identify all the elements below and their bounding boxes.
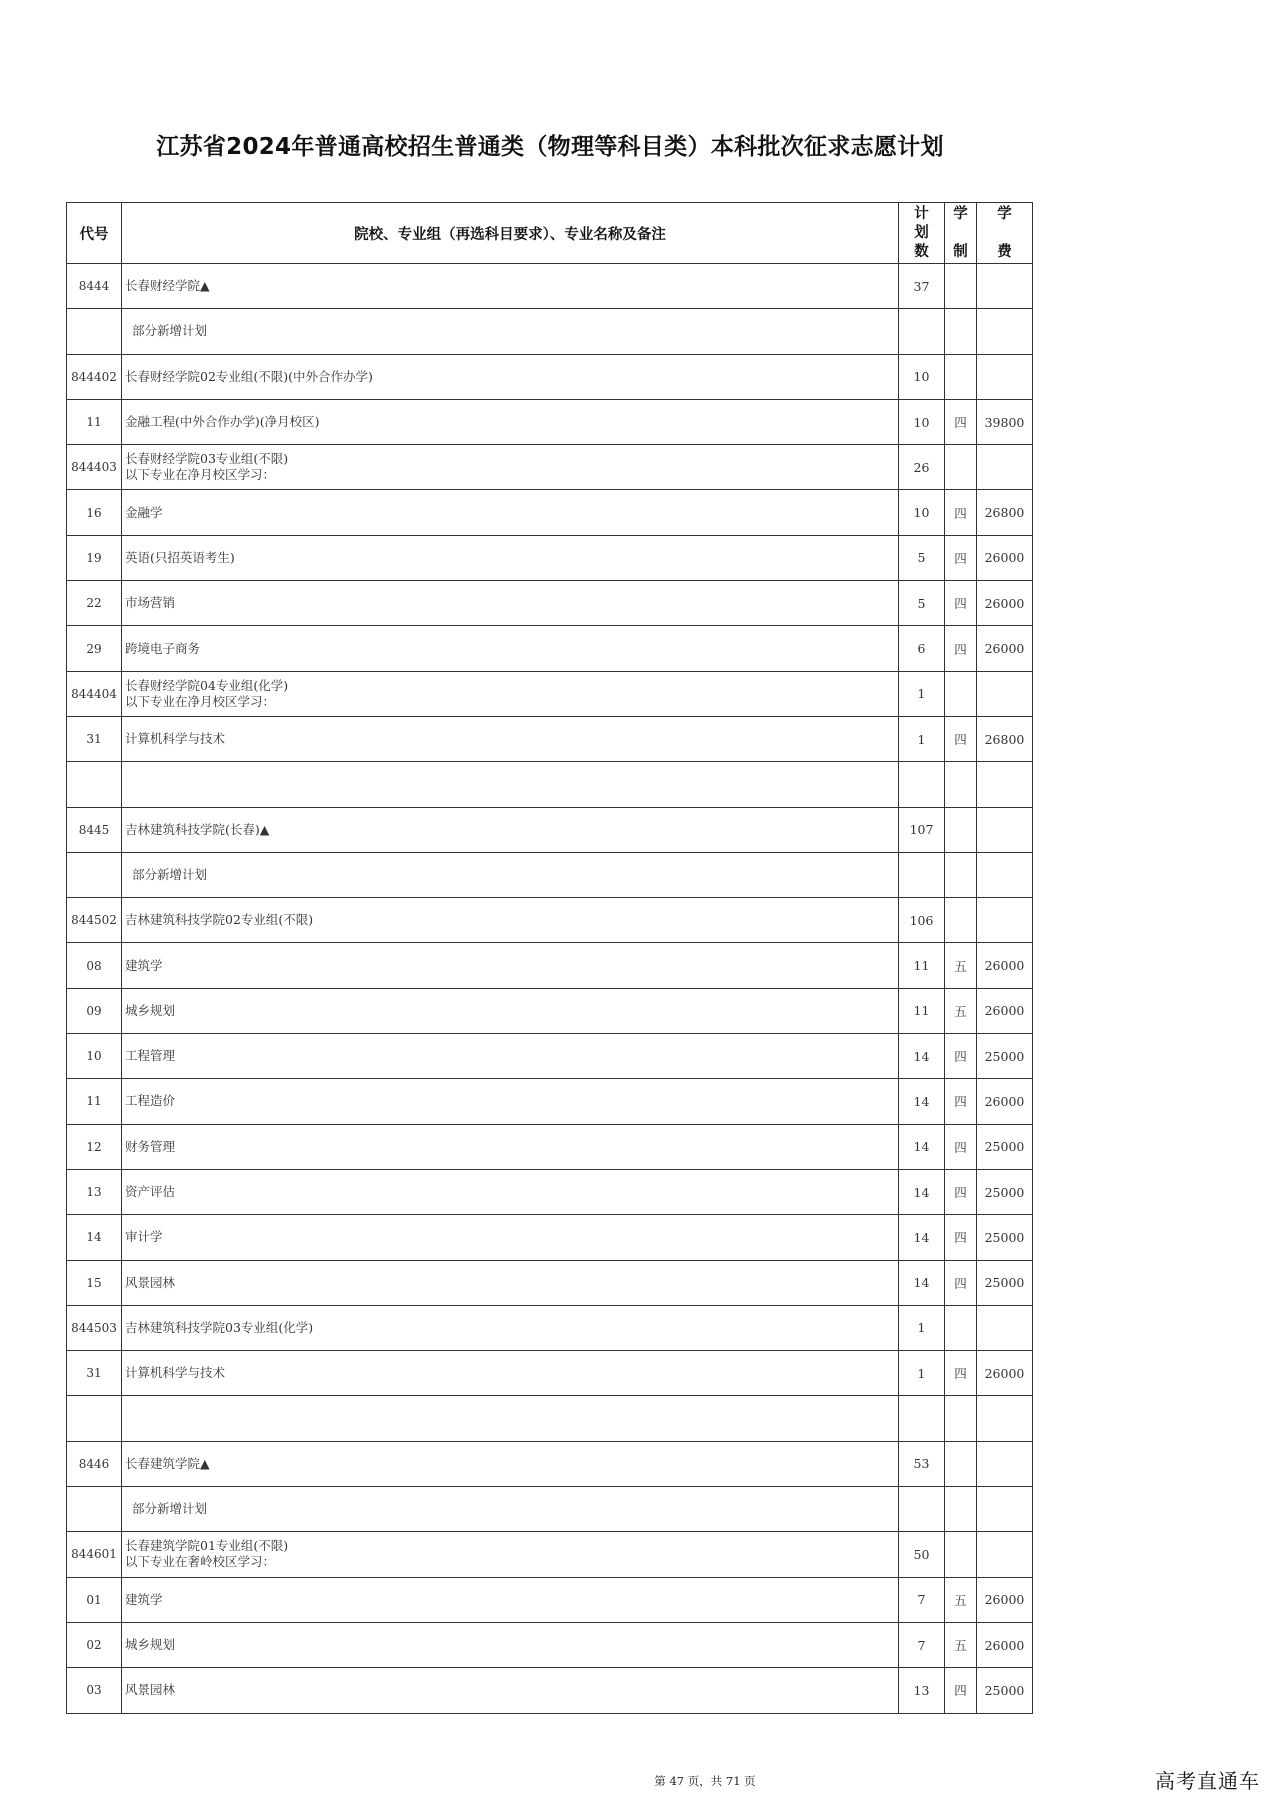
row-fee: 26800 [977, 716, 1033, 761]
row-fee: 26000 [977, 626, 1033, 671]
row-code: 844404 [67, 671, 122, 716]
row-duration: 四 [945, 399, 977, 444]
row-plan: 106 [899, 898, 945, 943]
row-duration: 四 [945, 1169, 977, 1214]
row-code: 01 [67, 1577, 122, 1622]
header-duration-char: 学 [953, 205, 968, 222]
row-fee: 39800 [977, 399, 1033, 444]
row-name-text: 部分新增计划 [132, 1501, 208, 1517]
row-plan: 37 [899, 264, 945, 309]
row-code: 31 [67, 716, 122, 761]
row-name-text: 金融学 [125, 504, 163, 520]
row-name [122, 1305, 899, 1350]
row-code: 11 [67, 399, 122, 444]
row-plan: 6 [899, 626, 945, 671]
row-fee [977, 762, 1033, 807]
row-fee [977, 1487, 1033, 1532]
row-code: 8445 [67, 807, 122, 852]
row-fee [977, 807, 1033, 852]
row-name [122, 1396, 899, 1441]
row-name-text: 工程造价 [125, 1093, 176, 1109]
row-code: 844503 [67, 1305, 122, 1350]
table-row [67, 626, 1033, 671]
row-name-text: 英语(只招英语考生) [125, 549, 235, 565]
row-code: 844502 [67, 898, 122, 943]
row-code [67, 762, 122, 807]
row-fee: 25000 [977, 1124, 1033, 1169]
row-fee: 26800 [977, 490, 1033, 535]
table-header-row [67, 203, 1033, 264]
row-duration: 四 [945, 490, 977, 535]
table-row [67, 943, 1033, 988]
row-note-text: 以下专业在净月校区学习： [125, 467, 276, 483]
row-name-text: 跨境电子商务 [125, 640, 201, 656]
row-duration [945, 1305, 977, 1350]
table-body [67, 264, 1033, 1714]
row-plan [899, 762, 945, 807]
table-row [67, 399, 1033, 444]
header-duration-char: 制 [953, 243, 968, 260]
row-code: 29 [67, 626, 122, 671]
table-row [67, 1622, 1033, 1667]
row-duration [945, 1441, 977, 1486]
row-plan: 10 [899, 490, 945, 535]
table-row [67, 1441, 1033, 1486]
header-plan-char: 数 [914, 243, 929, 260]
table-row [67, 1396, 1033, 1441]
row-plan: 107 [899, 807, 945, 852]
row-plan [899, 852, 945, 897]
table-row [67, 1079, 1033, 1124]
table-row [67, 898, 1033, 943]
row-code: 10 [67, 1034, 122, 1079]
row-name [122, 1487, 899, 1532]
row-name [122, 852, 899, 897]
row-duration [945, 309, 977, 354]
row-duration: 四 [945, 1668, 977, 1713]
row-code: 14 [67, 1215, 122, 1260]
row-duration [945, 807, 977, 852]
table-row [67, 264, 1033, 309]
row-code: 8446 [67, 1441, 122, 1486]
row-code: 22 [67, 581, 122, 626]
row-duration [945, 1487, 977, 1532]
row-code: 844403 [67, 445, 122, 490]
row-name [122, 626, 899, 671]
row-duration [945, 898, 977, 943]
row-name [122, 1622, 899, 1667]
row-name [122, 309, 899, 354]
row-duration [945, 1396, 977, 1441]
table-row [67, 807, 1033, 852]
row-name-text: 建筑学 [125, 1591, 163, 1607]
row-fee: 25000 [977, 1260, 1033, 1305]
row-name [122, 1441, 899, 1486]
row-name [122, 988, 899, 1033]
row-duration [945, 264, 977, 309]
row-plan: 14 [899, 1079, 945, 1124]
table-row [67, 581, 1033, 626]
row-name-text: 市场营销 [125, 595, 176, 611]
row-name-text: 城乡规划 [125, 1002, 176, 1018]
row-name [122, 898, 899, 943]
row-name-text: 部分新增计划 [132, 323, 208, 339]
row-code: 15 [67, 1260, 122, 1305]
row-duration: 四 [945, 1351, 977, 1396]
table-row [67, 354, 1033, 399]
row-name [122, 354, 899, 399]
row-fee: 25000 [977, 1169, 1033, 1214]
row-name-text: 吉林建筑科技学院(长春)▲ [125, 821, 270, 837]
table-row [67, 988, 1033, 1033]
row-plan: 14 [899, 1169, 945, 1214]
row-code: 09 [67, 988, 122, 1033]
row-plan: 1 [899, 716, 945, 761]
row-code: 8444 [67, 264, 122, 309]
row-fee [977, 309, 1033, 354]
row-fee [977, 264, 1033, 309]
table-row [67, 1034, 1033, 1079]
header-fee [977, 203, 1033, 264]
row-fee: 26000 [977, 1622, 1033, 1667]
header-duration [945, 203, 977, 264]
table-row [67, 1351, 1033, 1396]
row-plan: 11 [899, 988, 945, 1033]
row-name [122, 581, 899, 626]
row-duration: 四 [945, 581, 977, 626]
row-name [122, 671, 899, 716]
row-name [122, 1351, 899, 1396]
header-name: 院校、专业组（再选科目要求）、专业名称及备注 [122, 203, 899, 264]
row-name [122, 1079, 899, 1124]
row-duration: 四 [945, 1260, 977, 1305]
table-row [67, 445, 1033, 490]
row-plan: 7 [899, 1622, 945, 1667]
row-code [67, 1396, 122, 1441]
row-name-text: 工程管理 [125, 1048, 176, 1064]
row-plan: 14 [899, 1260, 945, 1305]
row-name-text: 长春建筑学院▲ [125, 1455, 210, 1471]
row-fee [977, 1532, 1033, 1577]
plan-table [66, 202, 1033, 1714]
row-plan: 26 [899, 445, 945, 490]
row-code: 19 [67, 535, 122, 580]
row-code [67, 1487, 122, 1532]
row-plan: 11 [899, 943, 945, 988]
header-fee-char: 费 [997, 243, 1012, 260]
row-code: 03 [67, 1668, 122, 1713]
table-row [67, 1305, 1033, 1350]
table-row [67, 1577, 1033, 1622]
row-name-text: 风景园林 [125, 1682, 176, 1698]
row-name-text: 长春财经学院02专业组(不限)(中外合作办学) [125, 368, 373, 384]
row-duration: 四 [945, 1124, 977, 1169]
header-plan-char: 划 [914, 224, 929, 241]
row-duration: 四 [945, 626, 977, 671]
table-row [67, 716, 1033, 761]
row-code: 13 [67, 1169, 122, 1214]
row-code: 08 [67, 943, 122, 988]
row-plan: 14 [899, 1215, 945, 1260]
table-row [67, 535, 1033, 580]
row-plan: 5 [899, 581, 945, 626]
row-duration [945, 852, 977, 897]
row-plan [899, 1396, 945, 1441]
row-note-text: 以下专业在奢岭校区学习： [125, 1554, 276, 1570]
row-fee: 25000 [977, 1668, 1033, 1713]
page-footer: 第 47 页，共 71 页 [654, 1774, 756, 1788]
row-fee [977, 898, 1033, 943]
row-name [122, 762, 899, 807]
row-plan: 1 [899, 1351, 945, 1396]
row-fee: 25000 [977, 1034, 1033, 1079]
table-row [67, 1532, 1033, 1577]
row-name-text: 长春建筑学院01专业组(不限) [125, 1538, 289, 1554]
row-name-text: 金融工程(中外合作办学)(净月校区) [125, 414, 320, 430]
row-code: 11 [67, 1079, 122, 1124]
row-name-text: 城乡规划 [125, 1637, 176, 1653]
row-duration: 四 [945, 1079, 977, 1124]
row-fee: 25000 [977, 1215, 1033, 1260]
row-plan [899, 309, 945, 354]
row-name [122, 445, 899, 490]
row-name-text: 长春财经学院04专业组(化学) [125, 677, 289, 693]
row-name [122, 943, 899, 988]
row-duration [945, 671, 977, 716]
row-duration: 五 [945, 988, 977, 1033]
row-fee: 26000 [977, 1577, 1033, 1622]
table-row [67, 1668, 1033, 1713]
row-name-text: 资产评估 [125, 1184, 176, 1200]
row-name [122, 716, 899, 761]
row-fee: 26000 [977, 1079, 1033, 1124]
row-plan: 10 [899, 399, 945, 444]
row-note-text: 以下专业在净月校区学习： [125, 693, 276, 709]
row-code [67, 852, 122, 897]
row-duration: 四 [945, 716, 977, 761]
table-row [67, 762, 1033, 807]
row-code: 844402 [67, 354, 122, 399]
table-row [67, 1487, 1033, 1532]
row-name [122, 535, 899, 580]
row-name [122, 490, 899, 535]
row-name [122, 1577, 899, 1622]
row-fee [977, 1396, 1033, 1441]
row-code: 844601 [67, 1532, 122, 1577]
row-name-text: 计算机科学与技术 [125, 1365, 226, 1381]
row-plan: 1 [899, 1305, 945, 1350]
row-plan: 53 [899, 1441, 945, 1486]
row-name [122, 1034, 899, 1079]
table-row [67, 671, 1033, 716]
header-plan-char: 计 [914, 205, 929, 222]
row-name-text: 计算机科学与技术 [125, 731, 226, 747]
table-row [67, 852, 1033, 897]
row-duration [945, 354, 977, 399]
table-row [67, 1260, 1033, 1305]
row-name-text: 财务管理 [125, 1138, 176, 1154]
row-code [67, 309, 122, 354]
row-fee: 26000 [977, 535, 1033, 580]
row-plan: 13 [899, 1668, 945, 1713]
row-name [122, 264, 899, 309]
row-fee [977, 354, 1033, 399]
row-plan [899, 1487, 945, 1532]
row-name [122, 1169, 899, 1214]
row-plan: 10 [899, 354, 945, 399]
watermark-text: 高考直通车 [1155, 1769, 1260, 1793]
row-name [122, 807, 899, 852]
row-duration [945, 445, 977, 490]
row-code: 12 [67, 1124, 122, 1169]
row-plan: 14 [899, 1034, 945, 1079]
row-duration: 五 [945, 943, 977, 988]
row-fee: 26000 [977, 581, 1033, 626]
row-name-text: 部分新增计划 [132, 867, 208, 882]
row-name-text: 风景园林 [125, 1274, 176, 1290]
row-fee [977, 671, 1033, 716]
row-code: 31 [67, 1351, 122, 1396]
row-name-text: 吉林建筑科技学院02专业组(不限) [125, 912, 314, 928]
row-fee: 26000 [977, 943, 1033, 988]
row-name [122, 1124, 899, 1169]
row-duration: 四 [945, 535, 977, 580]
row-name [122, 1215, 899, 1260]
row-name-text: 吉林建筑科技学院03专业组(化学) [125, 1319, 314, 1335]
row-fee [977, 1305, 1033, 1350]
row-plan: 5 [899, 535, 945, 580]
row-plan: 1 [899, 671, 945, 716]
row-name [122, 1532, 899, 1577]
page-title: 江苏省2024年普通高校招生普通类（物理等科目类）本科批次征求志愿计划 [156, 134, 944, 160]
table-row [67, 490, 1033, 535]
row-fee [977, 445, 1033, 490]
table-row [67, 1215, 1033, 1260]
row-plan: 7 [899, 1577, 945, 1622]
row-name [122, 1260, 899, 1305]
row-code: 02 [67, 1622, 122, 1667]
row-duration: 五 [945, 1577, 977, 1622]
row-code: 16 [67, 490, 122, 535]
header-fee-char: 学 [997, 205, 1012, 222]
row-duration: 四 [945, 1215, 977, 1260]
row-plan: 50 [899, 1532, 945, 1577]
row-fee [977, 1441, 1033, 1486]
row-name-text: 长春财经学院▲ [125, 278, 210, 294]
row-name-text: 建筑学 [125, 957, 163, 973]
row-duration: 四 [945, 1034, 977, 1079]
row-name-text: 审计学 [125, 1229, 163, 1245]
row-plan: 14 [899, 1124, 945, 1169]
table-row [67, 309, 1033, 354]
row-name-text: 长春财经学院03专业组(不限) [125, 451, 289, 467]
table-row [67, 1124, 1033, 1169]
table-row [67, 1169, 1033, 1214]
row-fee: 26000 [977, 1351, 1033, 1396]
row-duration [945, 1532, 977, 1577]
row-duration: 五 [945, 1622, 977, 1667]
row-name [122, 399, 899, 444]
header-plan [899, 203, 945, 264]
row-fee [977, 852, 1033, 897]
row-name [122, 1668, 899, 1713]
row-duration [945, 762, 977, 807]
row-fee: 26000 [977, 988, 1033, 1033]
header-code: 代号 [67, 203, 122, 264]
